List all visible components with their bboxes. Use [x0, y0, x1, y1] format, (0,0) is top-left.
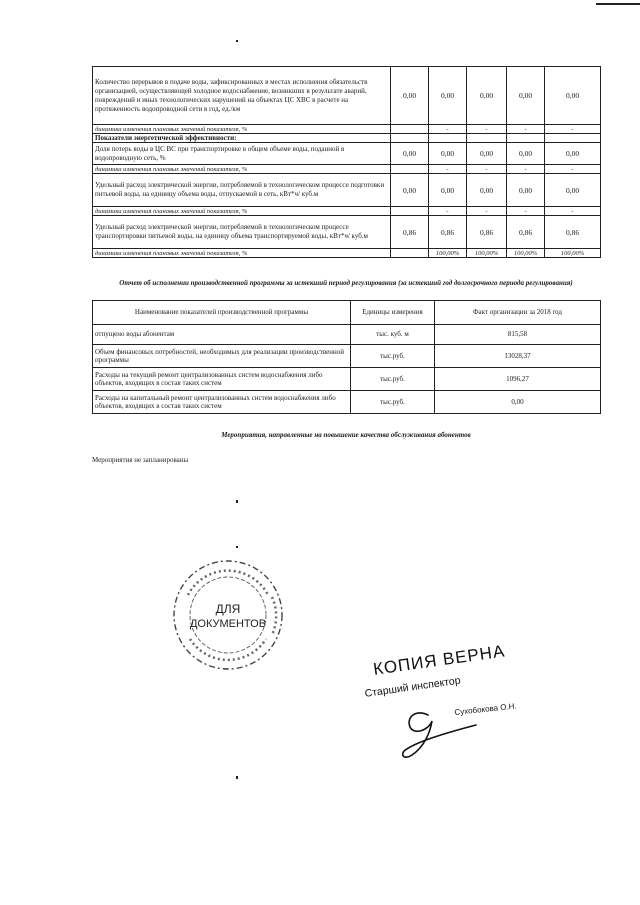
handwritten-signature — [380, 695, 490, 765]
table-row — [93, 368, 601, 391]
indicator-value: 0,86 — [507, 216, 545, 249]
indicator-label: динамика изменения плановых значений показателя, % — [93, 207, 391, 216]
col-header-indicator: Наименование показателей производственной программы — [93, 301, 351, 325]
cell-indicator: Объем финансовых потребностей, необходимых для реализации производственной программы — [93, 345, 351, 368]
indicator-value — [391, 125, 429, 134]
production-program-table — [92, 300, 601, 414]
round-stamp — [168, 555, 288, 675]
indicator-value: 0,00 — [391, 67, 429, 125]
indicator-value: 0,00 — [429, 143, 467, 165]
copy-stamp-role: Старший инспектор — [364, 674, 462, 700]
indicator-value: - — [507, 207, 545, 216]
table-row — [93, 216, 601, 249]
indicator-value: - — [545, 165, 601, 174]
indicator-value — [507, 134, 545, 143]
indicator-label: Удельный расход электрической энергии, потребляемой в технологическом процессе транспортировки питьевой воды, на единицу объема транспортируемой воды, кВт*ч/ куб.м — [93, 216, 391, 249]
cell-unit: тыс.руб. — [351, 391, 435, 414]
indicator-value — [391, 207, 429, 216]
scan-speck — [236, 500, 238, 503]
indicator-value: 100,00% — [507, 249, 545, 258]
indicator-value: 0,00 — [467, 143, 507, 165]
indicator-value: 0,86 — [391, 216, 429, 249]
table-row — [93, 143, 601, 165]
cell-fact: 13028,37 — [435, 345, 601, 368]
report-heading: Отчет об исполнении производственной программы за истекший период регулирования (за истекший год долгосрочного периода регулирования) — [119, 279, 573, 287]
table-row — [93, 345, 601, 368]
indicators-table — [92, 66, 601, 258]
cell-indicator: Расходы на капитальный ремонт централизованных систем водоснабжения либо объектов, входящих в состав таких систем — [93, 391, 351, 414]
cell-fact: 815,58 — [435, 325, 601, 345]
section-row — [93, 134, 601, 143]
cell-unit: тыс.руб. — [351, 368, 435, 391]
measures-heading: Мероприятия, направленные на повышение качества обслуживания абонентов — [221, 431, 471, 439]
measures-text: Мероприятия не запланированы — [92, 456, 189, 464]
copy-stamp-name: Сухобокова О.Н. — [454, 701, 518, 717]
copy-stamp-title: КОПИЯ ВЕРНА — [372, 641, 507, 679]
indicator-value: 100,00% — [545, 249, 601, 258]
indicator-value: - — [467, 125, 507, 134]
cell-indicator: отпущено воды абонентам — [93, 325, 351, 345]
table-row — [93, 174, 601, 207]
round-stamp-graphic — [168, 555, 288, 675]
indicator-label: динамика изменения плановых значений показателя, % — [93, 165, 391, 174]
indicator-value: 0,00 — [467, 67, 507, 125]
cell-unit: тыс. куб. м — [351, 325, 435, 345]
indicator-value: 0,00 — [429, 174, 467, 207]
indicator-value — [545, 134, 601, 143]
indicator-value: - — [545, 125, 601, 134]
indicator-value: 100,00% — [467, 249, 507, 258]
indicator-value — [391, 165, 429, 174]
indicator-value: - — [429, 207, 467, 216]
indicator-value — [467, 134, 507, 143]
top-edge-mark — [596, 3, 640, 5]
indicator-value: 0,00 — [467, 174, 507, 207]
indicator-value: 0,00 — [429, 67, 467, 125]
indicator-value: 0,00 — [545, 67, 601, 125]
dynamics-row — [93, 165, 601, 174]
indicator-label: Количество перерывов в подаче воды, зафиксированных в местах исполнения обязательств организацией, осуществляющей холодное водоснабжение, возникших в результате аварий, повреждений и иных технологических нарушений на объектах ЦС ХВС в расчете на протяженность водопроводной сети в год, ед./км — [93, 67, 391, 125]
indicator-value: - — [507, 125, 545, 134]
scan-speck — [236, 776, 238, 779]
stamp-line-2: ДОКУМЕНТОВ — [189, 618, 267, 630]
scan-speck — [236, 40, 238, 42]
indicator-value — [391, 249, 429, 258]
table-row — [93, 325, 601, 345]
indicator-value: 0,00 — [391, 174, 429, 207]
indicator-label: Удельный расход электрической энергии, потребляемой в технологическом процессе подготовки питьевой воды, на единицу объема воды, отпускаемой в сеть, кВт*ч/ куб.м — [93, 174, 391, 207]
indicator-label: динамика изменения плановых значений показателя, % — [93, 249, 391, 258]
indicator-value: 0,86 — [429, 216, 467, 249]
indicator-value — [429, 134, 467, 143]
indicator-value: 0,00 — [545, 143, 601, 165]
dynamics-row — [93, 207, 601, 216]
indicator-value: 100,00% — [429, 249, 467, 258]
indicator-label: Доля потерь воды в ЦС ВС при транспортировке в общем объеме воды, поданной в водопроводную сеть, % — [93, 143, 391, 165]
indicator-value: 0,00 — [507, 143, 545, 165]
col-header-unit: Единицы измерения — [351, 301, 435, 325]
indicator-value: - — [467, 207, 507, 216]
table-row — [93, 391, 601, 414]
dynamics-row — [93, 249, 601, 258]
cell-fact: 1096,27 — [435, 368, 601, 391]
indicator-value: - — [467, 165, 507, 174]
indicator-value — [391, 134, 429, 143]
indicator-value: 0,00 — [507, 174, 545, 207]
indicator-value: - — [507, 165, 545, 174]
dynamics-row — [93, 125, 601, 134]
indicator-value: - — [429, 165, 467, 174]
indicator-label: Показатели энергетической эффективности: — [93, 134, 391, 143]
indicator-value: 0,00 — [507, 67, 545, 125]
table-row — [93, 67, 601, 125]
indicator-value: - — [545, 207, 601, 216]
indicator-label: динамика изменения плановых значений показателя, % — [93, 125, 391, 134]
indicator-value: 0,86 — [467, 216, 507, 249]
scan-speck — [236, 546, 238, 548]
cell-indicator: Расходы на текущий ремонт централизованных систем водоснабжения либо объектов, входящих в состав таких систем — [93, 368, 351, 391]
indicator-value: 0,00 — [545, 174, 601, 207]
col-header-fact: Факт организации за 2018 год — [435, 301, 601, 325]
stamp-line-1: ДЛЯ — [215, 602, 241, 616]
indicator-value: 0,00 — [391, 143, 429, 165]
indicator-value: 0,86 — [545, 216, 601, 249]
indicator-value: - — [429, 125, 467, 134]
cell-fact: 0,00 — [435, 391, 601, 414]
cell-unit: тыс.руб. — [351, 345, 435, 368]
